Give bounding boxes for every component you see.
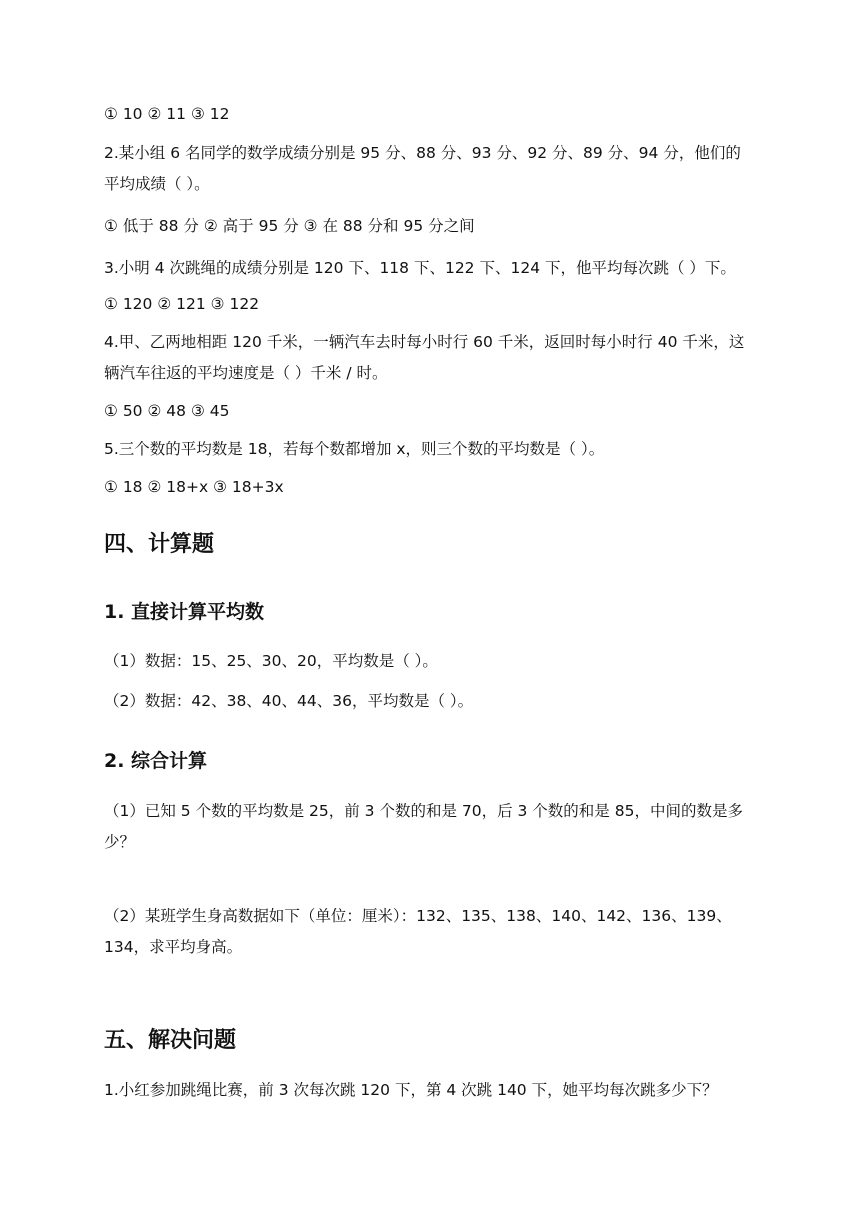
s5-question-1: 1.小红参加跳绳比赛，前 3 次每次跳 120 下，第 4 次跳 140 下，她平均每次跳多少下？ [104, 1081, 718, 1099]
question-2: 2.某小组 6 名同学的数学成绩分别是 95 分、88 分、93 分、92 分、89 分、94 分，他们的平均成绩（ ）。 [104, 144, 741, 193]
question-5: 5.三个数的平均数是 18，若每个数都增加 x，则三个数的平均数是（ ）。 [104, 440, 605, 458]
sub2-item-1: （1）已知 5 个数的平均数是 25，前 3 个数的和是 70，后 3 个数的和是 85，中间的数是多少？ [104, 802, 743, 851]
q1-options: ① 10 ② 11 ③ 12 [104, 105, 230, 123]
question-3: 3.小明 4 次跳绳的成绩分别是 120 下、118 下、122 下、124 下，他平均每次跳（ ）下。 [104, 259, 736, 277]
sub2-item-2: （2）某班学生身高数据如下（单位：厘米）：132、135、138、140、142、136、139、134，求平均身高。 [104, 907, 732, 956]
q5-options: ① 18 ② 18+x ③ 18+3x [104, 478, 284, 496]
subsection-2-heading: 2. 综合计算 [104, 750, 208, 772]
sub1-item-1: （1）数据：15、25、30、20，平均数是（ ）。 [104, 652, 438, 670]
section-5-heading: 五、解决问题 [104, 1028, 237, 1053]
q3-options: ① 120 ② 121 ③ 122 [104, 295, 260, 313]
question-4: 4.甲、乙两地相距 120 千米，一辆汽车去时每小时行 60 千米，返回时每小时行 40 千米，这辆汽车往返的平均速度是（ ）千米 / 时。 [104, 333, 745, 382]
q4-options: ① 50 ② 48 ③ 45 [104, 402, 230, 420]
section-4-heading: 四、计算题 [104, 532, 215, 557]
q2-options: ① 低于 88 分 ② 高于 95 分 ③ 在 88 分和 95 分之间 [104, 217, 475, 235]
subsection-1-heading: 1. 直接计算平均数 [104, 601, 265, 623]
sub1-item-2: （2）数据：42、38、40、44、36，平均数是（ ）。 [104, 692, 474, 710]
